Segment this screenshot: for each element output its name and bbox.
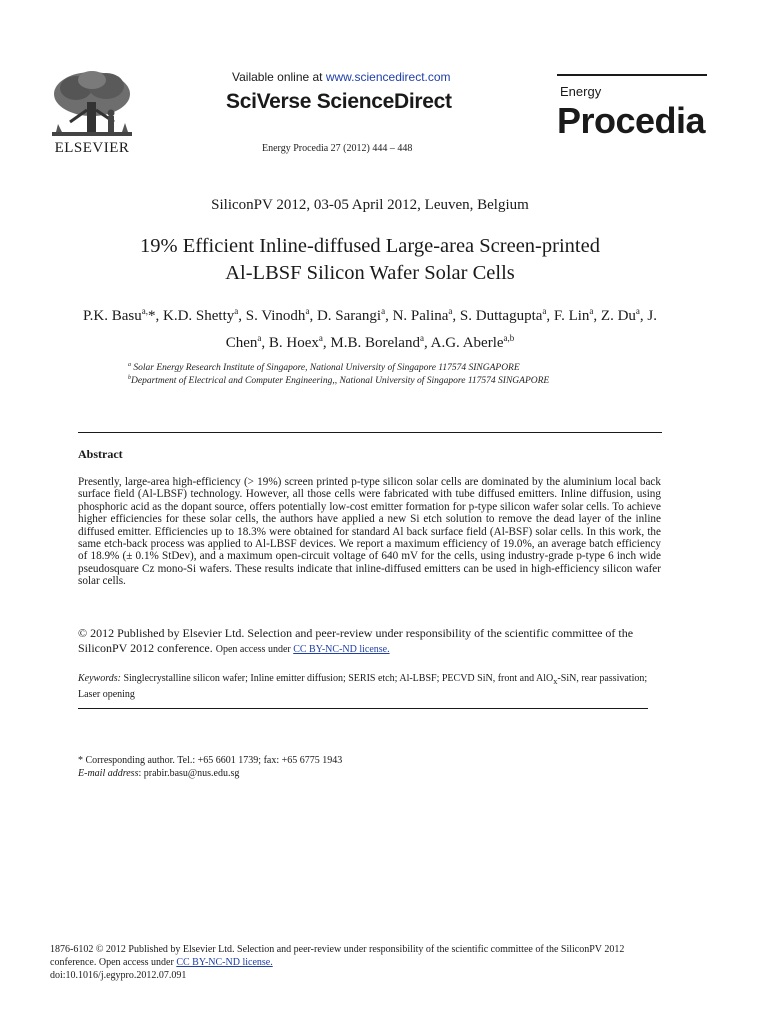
platform-title: SciVerse ScienceDirect — [226, 90, 452, 113]
sciencedirect-link[interactable]: www.sciencedirect.com — [325, 70, 451, 84]
keywords-label: Keywords: — [78, 673, 121, 684]
footer-open-access-prefix: Open access under — [98, 957, 177, 968]
paper-title — [0, 233, 740, 287]
journal-logo-name: Procedia — [557, 100, 706, 141]
footer-license-link[interactable]: CC BY-NC-ND license. — [176, 957, 273, 968]
header-divider — [78, 432, 662, 433]
available-online-line — [232, 70, 451, 84]
affiliation-b: $^b$Department of Electrical and Computer Engineering,, National University of Singapore 117574 SINGAPORE — [128, 375, 550, 387]
copyright-text: © 2012 Published by Elsevier Ltd. Selection and peer-review under responsibility of the scientific committee of the SiliconPV 2012 conference. — [78, 626, 634, 655]
publisher-wordmark: ELSEVIER — [54, 140, 130, 156]
author: B. Hoex$^a$, — [268, 333, 331, 351]
paper-title-line-2: Al-LBSF Silicon Wafer Solar Cells — [225, 262, 515, 284]
license-link[interactable]: CC BY-NC-ND license. — [293, 644, 390, 655]
keywords-divider — [78, 708, 648, 709]
author: M.B. Boreland$^a$, — [330, 333, 431, 351]
author: D. Sarangi$^a$, — [316, 306, 393, 324]
paper-title-line-1: 19% Efficient Inline-diffused Large-area Screen-printed — [140, 235, 600, 257]
journal-logo-rule — [557, 74, 707, 76]
author: Z. Du$^a$, — [600, 306, 648, 324]
page-footer — [50, 943, 670, 982]
corresponding-author-note — [78, 754, 342, 780]
journal-logo-top: Energy — [560, 84, 602, 99]
issn-copyright: 1876-6102 © 2012 Published by Elsevier Ltd. Selection and peer-review under responsibility of the scientific committee of the SiliconPV 2012 conference. Open access under CC BY-NC-ND license. — [50, 944, 625, 968]
open-access-prefix: Open access under — [215, 644, 294, 655]
keywords: Keywords: Singlecrystalline silicon wafer; Inline emitter diffusion; SERIS etch; Al-LBSF; PECVD SiN, front and AlO$_x$-SiN, rear passivation; Laser opening — [78, 673, 648, 700]
journal-citation: Energy Procedia 27 (2012) 444 – 448 — [262, 143, 413, 154]
author-list — [70, 300, 670, 354]
author: S. Duttagupta$^a$, — [459, 306, 554, 324]
tree-icon — [46, 66, 138, 144]
doi: doi:10.1016/j.egypro.2012.07.091 — [50, 970, 187, 981]
author: S. Vinodh$^a$, — [245, 306, 317, 324]
affiliation-a: $^a$ Solar Energy Research Institute of Singapore, National University of Singapore 117574 SINGAPORE — [128, 362, 520, 374]
author: K.D. Shetty$^a$, — [163, 306, 246, 324]
corresponding-author-email: E-mail address: prabir.basu@nus.edu.sg — [78, 768, 240, 779]
corresponding-author-contact: * Corresponding author. Tel.: +65 6601 1739; fax: +65 6775 1943 — [78, 755, 343, 766]
author: A.G. Aberle$^{a,b}$ — [430, 333, 515, 351]
author: J. Chen$^a$, — [225, 308, 657, 351]
conference-line: SiliconPV 2012, 03-05 April 2012, Leuven, Belgium — [211, 197, 529, 213]
author: N. Palina$^a$, — [392, 306, 460, 324]
author: F. Lin$^a$, — [553, 306, 601, 324]
author: P.K. Basu$^{a,}$*, — [83, 306, 164, 324]
available-prefix: Vailable online at — [232, 70, 326, 84]
abstract-heading: Abstract — [78, 447, 123, 461]
abstract-body: Presently, large-area high-efficiency (> 19%) screen printed p-type silicon solar cells are dominated by the aluminium local back surface field (Al-LBSF) technology. However, all those cells were fabricated with tube diffused emitters. Inline diffusion, using phosphoric acid as the dopant source, offers potentially low-cost emitter formation for p-type silicon wafer solar cells. To achieve higher efficiencies for these solar cells, the authors have applied a new Si etch solution to remove the dead layer of the inline diffused emitter. Efficiencies up to 18.3% were obtained for standard Al back surface field (Al-BSF) solar cells. In this work, the same etch-back process was applied to Al-LBSF devices. We report a maximum efficiency of 19.0%, an average batch efficiency of 18.9% (± 0.1% StDev), and a maximum open-circuit voltage of 640 mV for the cells, using industry-grade p-type 6 inch wide pseudosquare Cz mono-Si wafers. These results indicate that inline-diffused emitters can be used in high-efficiency silicon wafer solar cells. — [78, 476, 661, 588]
copyright-statement — [78, 626, 668, 657]
